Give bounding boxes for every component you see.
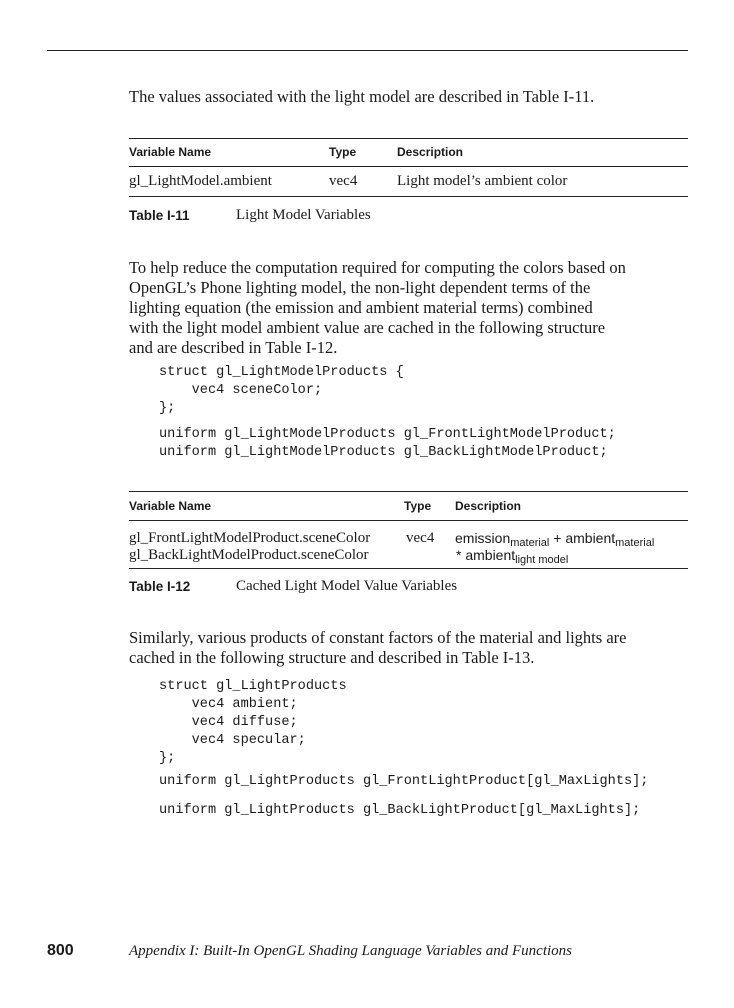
light-model-subscript: light model bbox=[515, 554, 569, 566]
table-i11-top-rule bbox=[129, 138, 688, 139]
table-i12-header-type: Type bbox=[404, 499, 432, 513]
paragraph-2-line: and are described in Table I-12. bbox=[129, 338, 338, 357]
paragraph-3 bbox=[129, 628, 699, 668]
table-i11-caption-text: Light Model Variables bbox=[236, 207, 371, 223]
table-i12-top-rule bbox=[129, 491, 688, 492]
top-rule bbox=[47, 50, 688, 51]
material-subscript: material bbox=[510, 537, 550, 549]
paragraph-2-line: with the light model ambient value are cached in the following structure bbox=[129, 318, 606, 337]
table-i11-cell-variable: gl_LightModel.ambient bbox=[129, 173, 272, 189]
table-i12-bottom-rule bbox=[129, 568, 688, 569]
table-i12-description-line1 bbox=[455, 530, 655, 549]
code-struct-light-products: struct gl_LightProducts vec4 ambient; vec4 diffuse; vec4 specular; }; bbox=[159, 679, 347, 766]
table-i12-header-rule bbox=[129, 520, 688, 521]
material-subscript: material bbox=[615, 537, 655, 549]
emission-term: emission bbox=[455, 530, 511, 546]
running-title: Appendix I: Built-In OpenGL Shading Language Variables and Functions bbox=[129, 943, 573, 959]
table-i12-header-variable: Variable Name bbox=[129, 499, 212, 513]
paragraph-2 bbox=[129, 258, 699, 358]
code-struct-light-model-products: struct gl_LightModelProducts { vec4 sceneColor; }; bbox=[159, 365, 404, 416]
paragraph-2-line: OpenGL’s Phone lighting model, the non-light dependent terms of the bbox=[129, 278, 591, 297]
table-i11-header-description: Description bbox=[397, 145, 464, 159]
table-i12-caption-text: Cached Light Model Value Variables bbox=[236, 578, 458, 594]
table-i11-header-variable: Variable Name bbox=[129, 145, 212, 159]
ambient-light-term: * ambient bbox=[456, 547, 516, 563]
paragraph-3-line: Similarly, various products of constant factors of the material and lights are bbox=[129, 628, 627, 647]
paragraph-2-line: To help reduce the computation required for computing the colors based on bbox=[129, 258, 626, 277]
table-i12-row1-variable: gl_FrontLightModelProduct.sceneColor bbox=[129, 530, 371, 546]
intro-paragraph: The values associated with the light model are described in Table I-11. bbox=[129, 87, 595, 106]
table-i11-caption-label: Table I-11 bbox=[129, 208, 190, 223]
table-i11-bottom-rule bbox=[129, 196, 688, 197]
paragraph-3-line: cached in the following structure and described in Table I-13. bbox=[129, 648, 535, 667]
paragraph-2-line: lighting equation (the emission and ambient material terms) combined bbox=[129, 298, 593, 317]
code-uniform-light-model-products: uniform gl_LightModelProducts gl_FrontLightModelProduct; uniform gl_LightModelProducts gl_BackLightModelProduct; bbox=[159, 427, 616, 460]
ambient-term: + ambient bbox=[549, 530, 616, 546]
table-i12-caption-label: Table I-12 bbox=[129, 579, 191, 594]
table-i12-row1-type: vec4 bbox=[406, 530, 435, 546]
code-uniform-back-light-product: uniform gl_LightProducts gl_BackLightProduct[gl_MaxLights]; bbox=[159, 803, 641, 818]
code-uniform-front-light-product: uniform gl_LightProducts gl_FrontLightProduct[gl_MaxLights]; bbox=[159, 774, 649, 789]
table-i12-row2-variable: gl_BackLightModelProduct.sceneColor bbox=[129, 547, 369, 563]
table-i11-header-type: Type bbox=[329, 145, 357, 159]
table-i12-description-line2 bbox=[456, 547, 569, 566]
table-i11-header-rule bbox=[129, 166, 688, 167]
table-i12-header-description: Description bbox=[455, 499, 522, 513]
table-i11-cell-description: Light model’s ambient color bbox=[397, 173, 568, 189]
table-i11-cell-type: vec4 bbox=[329, 173, 358, 189]
page-number: 800 bbox=[47, 942, 74, 959]
